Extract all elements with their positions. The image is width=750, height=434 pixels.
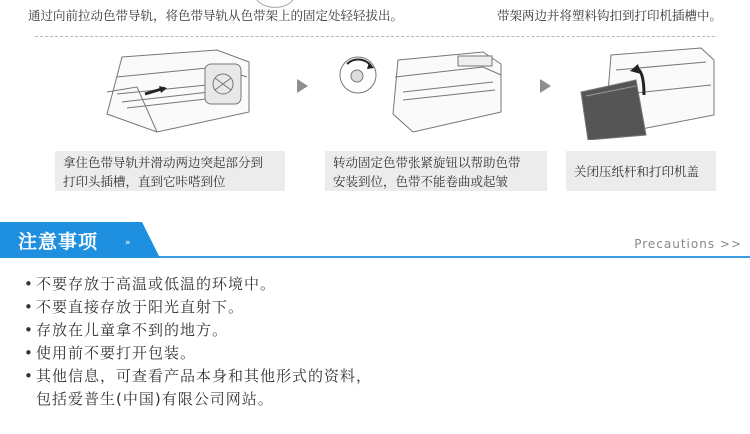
instruction-text-right: 带架两边并将塑料钩扣到打印机插槽中。 [497,8,723,23]
printer-illustration-step-1 [97,42,257,137]
bullet-icon: • [24,321,34,339]
caption-step-1: 拿住色带导轨并滑动两边突起部分到 打印头插槽，直到它咔嗒到位 [63,155,264,189]
precautions-list [24,273,372,411]
list-item: • 使用前不要打开包装。 [24,342,372,365]
bullet-icon: • [24,275,34,293]
printer-illustration-step-2 [333,42,503,137]
instruction-text-left: 通过向前拉动色带导轨，将色带导轨从色带架上的固定处轻轻拔出。 [28,8,404,23]
step-arrow-1 [297,79,308,93]
bullet-icon: • [24,298,34,316]
caption-step-2: 转动固定色带张紧旋钮以帮助色带 安装到位，色带不能卷曲或起皱 [333,155,521,189]
chevron-down-icon: » [125,238,131,248]
printer-illustration-step-3 [576,40,716,140]
bullet-icon: • [24,367,34,385]
dashed-divider [35,36,715,37]
list-item: • 其他信息，可查看产品本身和其他形式的资料， 包括爱普生(中国)有限公司网站。 [24,367,373,408]
list-item: • 存放在儿童拿不到的地方。 [24,319,372,342]
bullet-icon: • [24,344,34,362]
list-item: • 不要存放于高温或低温的环境中。 [24,273,372,296]
list-item: • 不要直接存放于阳光直射下。 [24,296,372,319]
section-title: 注意事项 [18,231,99,253]
caption-step-3: 关闭压纸杆和打印机盖 [574,164,700,179]
section-subtitle: Precautions >> [634,237,742,251]
step-arrow-2 [540,79,551,93]
